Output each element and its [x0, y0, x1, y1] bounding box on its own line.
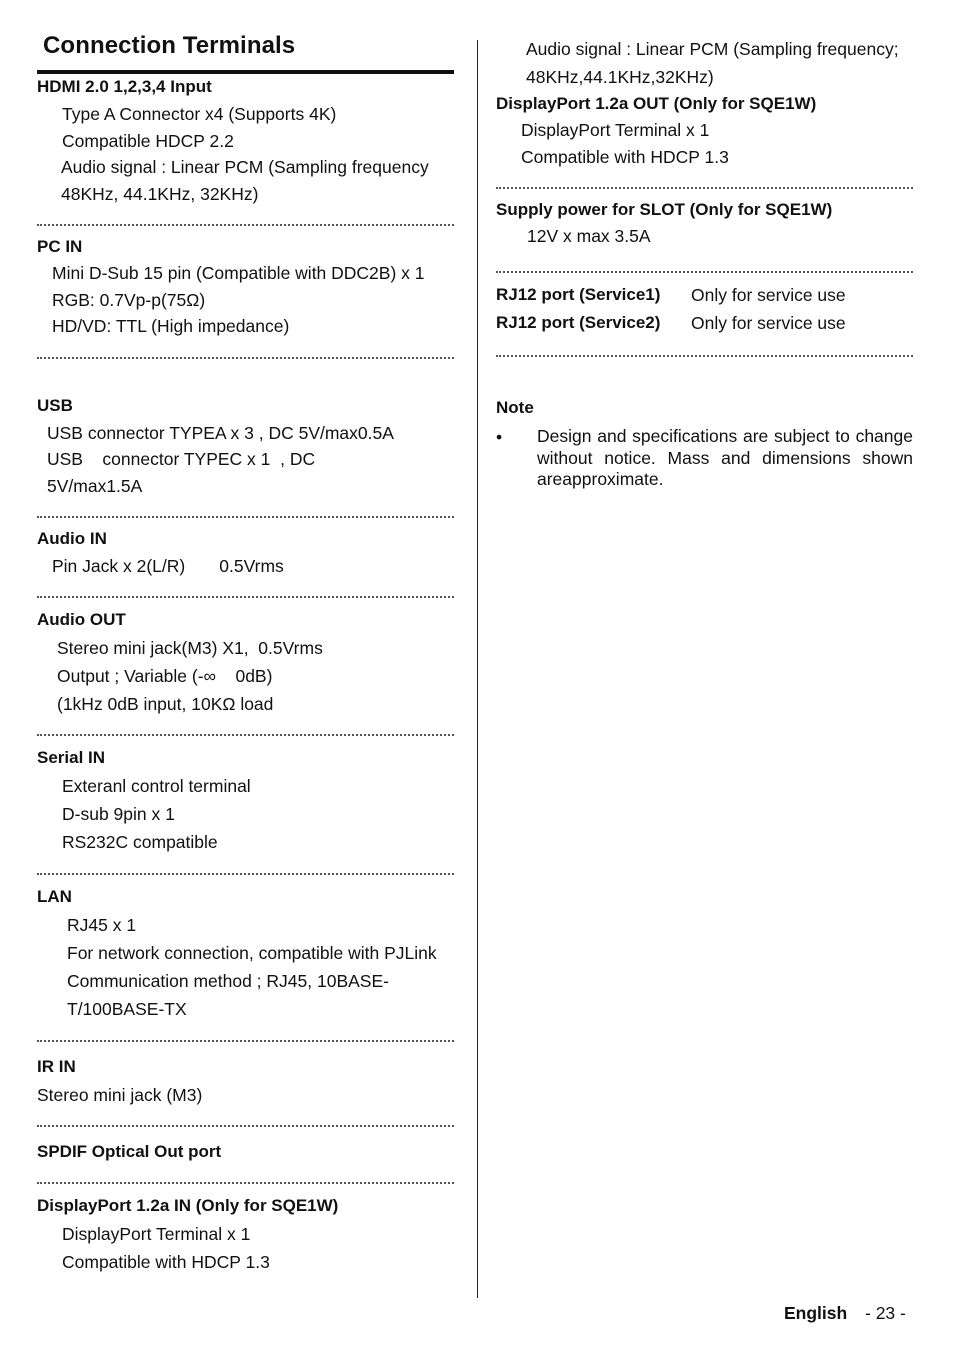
pc-in-line: Mini D-Sub 15 pin (Compatible with DDC2B) x 1: [52, 263, 425, 283]
spdif-heading: SPDIF Optical Out port: [37, 1142, 222, 1161]
lan-line: For network connection, compatible with PJLink: [67, 943, 437, 963]
rj12-label: RJ12 port (Service1): [496, 285, 661, 304]
page-title: Connection Terminals: [43, 32, 296, 59]
rj12-value: Only for service use: [691, 285, 846, 305]
hdmi-line: Compatible HDCP 2.2: [62, 131, 234, 151]
footer-language: English: [784, 1303, 848, 1323]
serial-in-heading: Serial IN: [37, 748, 106, 767]
section-divider: [37, 1182, 454, 1184]
pc-in-heading: PC IN: [37, 237, 83, 256]
serial-in-line: D-sub 9pin x 1: [62, 804, 175, 824]
section-divider: [37, 516, 454, 518]
note-bullet: •: [496, 427, 503, 447]
hdmi-heading: HDMI 2.0 1,2,3,4 Input: [37, 77, 212, 96]
slot-power-line: 12V x max 3.5A: [527, 226, 651, 246]
section-divider: [37, 224, 454, 226]
audio-out-heading: Audio OUT: [37, 610, 126, 629]
usb-line: USB connector TYPEA x 3 , DC 5V/max0.5A: [47, 423, 394, 443]
page-number: - 23 -: [865, 1303, 906, 1323]
dp-out-line: Compatible with HDCP 1.3: [521, 147, 729, 167]
note-heading: Note: [496, 398, 534, 417]
section-divider: [37, 873, 454, 875]
dp-out-line: DisplayPort Terminal x 1: [521, 120, 710, 140]
ir-in-line: Stereo mini jack (M3): [37, 1085, 203, 1105]
dp-in-line: Compatible with HDCP 1.3: [62, 1252, 270, 1272]
section-divider: [37, 1125, 454, 1127]
usb-heading: USB: [37, 396, 73, 415]
lan-heading: LAN: [37, 887, 72, 906]
dp-in-line: DisplayPort Terminal x 1: [62, 1224, 251, 1244]
section-divider: [37, 1040, 454, 1042]
dp-in-cont-line: 48KHz,44.1KHz,32KHz): [526, 67, 714, 87]
pc-in-line: HD/VD: TTL (High impedance): [52, 316, 290, 336]
usb-line: 5V/max1.5A: [47, 476, 143, 496]
slot-power-heading: Supply power for SLOT (Only for SQE1W): [496, 200, 833, 219]
audio-out-line: (1kHz 0dB input, 10KΩ load: [57, 694, 274, 714]
note-text: Design and specifications are subject to change without notice. Mass and dimensions shown areapproximate.: [537, 426, 913, 489]
section-divider: [37, 734, 454, 736]
hdmi-line: 48KHz, 44.1KHz, 32KHz): [61, 184, 259, 204]
section-divider: [496, 271, 913, 273]
pc-in-line: RGB: 0.7Vp-p(75Ω): [52, 290, 206, 310]
rj12-value: Only for service use: [691, 313, 846, 333]
dp-in-cont-line: Audio signal : Linear PCM (Sampling frequency;: [526, 39, 899, 59]
usb-line: USB connector TYPEC x 1 , DC: [47, 449, 316, 469]
section-divider: [496, 187, 913, 189]
rj12-label: RJ12 port (Service2): [496, 313, 661, 332]
hdmi-line: Type A Connector x4 (Supports 4K): [62, 104, 337, 124]
audio-out-line: Output ; Variable (-∞ 0dB): [57, 666, 273, 686]
lan-line: T/100BASE-TX: [67, 999, 187, 1019]
ir-in-heading: IR IN: [37, 1057, 76, 1076]
lan-line: Communication method ; RJ45, 10BASE-: [67, 971, 389, 991]
column-divider: [477, 40, 478, 1298]
serial-in-line: Exteranl control terminal: [62, 776, 251, 796]
hdmi-line: Audio signal : Linear PCM (Sampling frequency: [61, 157, 429, 177]
lan-line: RJ45 x 1: [67, 915, 137, 935]
serial-in-line: RS232C compatible: [62, 832, 218, 852]
title-underline: [37, 70, 454, 74]
section-divider: [37, 357, 454, 359]
section-divider: [496, 355, 913, 357]
dp-out-heading: DisplayPort 1.2a OUT (Only for SQE1W): [496, 94, 817, 113]
audio-out-line: Stereo mini jack(M3) X1, 0.5Vrms: [57, 638, 323, 658]
audio-in-heading: Audio IN: [37, 529, 107, 548]
section-divider: [37, 596, 454, 598]
audio-in-line: Pin Jack x 2(L/R) 0.5Vrms: [52, 556, 284, 576]
dp-in-heading: DisplayPort 1.2a IN (Only for SQE1W): [37, 1196, 339, 1215]
